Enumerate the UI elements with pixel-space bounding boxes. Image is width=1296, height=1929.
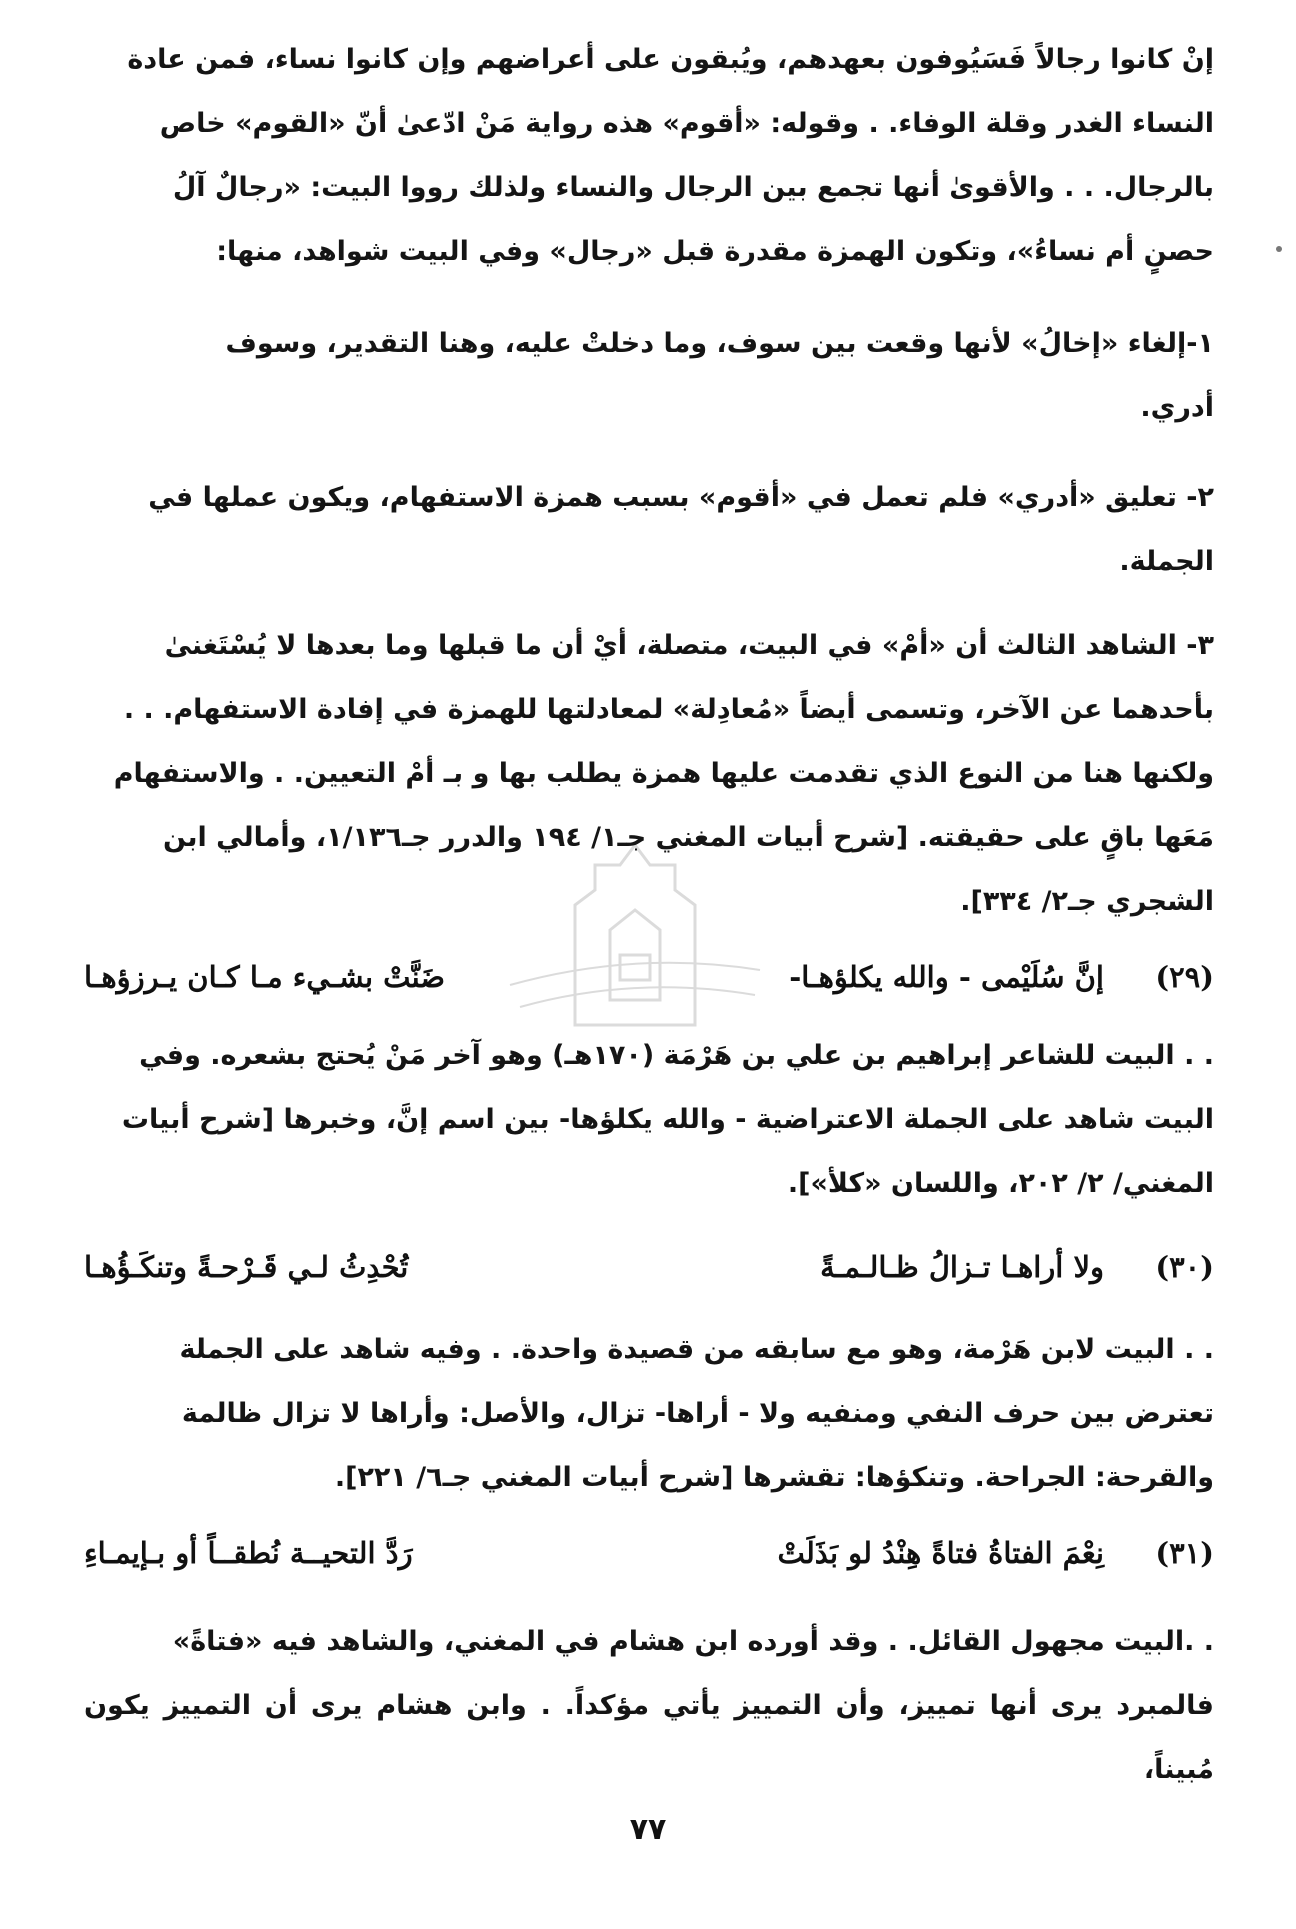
text-line: النساء الغدر وقلة الوفاء. . وقوله: «أقوم» هذه رواية مَنْ ادّعىٰ أنّ «القوم» خاص bbox=[159, 108, 1214, 139]
verse-second-hemistich: ضَنَّتْ بشـيء مـا كـان يـرزؤهـا bbox=[84, 960, 445, 994]
verse-29 bbox=[84, 950, 1214, 1014]
text-line: ١-إلغاء «إخالُ» لأنها وقعت بين سوف، وما دخلتْ عليه، وهنا التقدير، وسوف bbox=[225, 328, 1214, 359]
paragraph-verse-30-commentary bbox=[84, 1318, 1214, 1510]
verse-30 bbox=[84, 1240, 1214, 1304]
paragraph-verse-31-commentary bbox=[84, 1610, 1214, 1802]
paragraph-intro bbox=[84, 28, 1214, 284]
verse-second-hemistich: رَدَّ التحيــة نُطقــاً أو بـإيمـاءِ bbox=[84, 1536, 413, 1570]
text-line: والقرحة: الجراحة. وتنكؤها: تقشرها [شرح أبيات المغني جـ٦/ ٢٢١]. bbox=[334, 1462, 1214, 1493]
text-line: البيت شاهد على الجملة الاعتراضية - والله يكلؤها- بين اسم إنَّ، وخبرها [شرح أبيات bbox=[121, 1104, 1214, 1135]
verse-number: (٢٩) bbox=[1155, 960, 1214, 994]
text-line: الجملة. bbox=[1119, 546, 1214, 577]
paragraph-point-1 bbox=[84, 312, 1214, 440]
text-line: أدري. bbox=[1140, 392, 1214, 423]
margin-dot bbox=[1276, 246, 1282, 252]
verse-second-hemistich: تُحْدِثُ لـي قَـرْحـةً وتنكَـؤُهـا bbox=[84, 1250, 409, 1284]
text-line: حصنٍ أم نساءُ»، وتكون الهمزة مقدرة قبل «رجال» وفي البيت شواهد، منها: bbox=[216, 236, 1214, 267]
text-line: بالرجال. . . والأقوىٰ أنها تجمع بين الرجال والنساء ولذلك رووا البيت: «رجالٌ آلُ bbox=[172, 172, 1214, 203]
text-line: فالمبرد يرى أنها تمييز، وأن التمييز يأتي مؤكداً. . وابن هشام يرى أن التمييز يكون مُبيناً، bbox=[84, 1690, 1214, 1785]
text-line: الشجري جـ٢/ ٣٣٤]. bbox=[960, 886, 1214, 917]
paragraph-point-2 bbox=[84, 466, 1214, 594]
text-line: بأحدهما عن الآخر، وتسمى أيضاً «مُعادِلة» لمعادلتها للهمزة في إفادة الاستفهام. . . bbox=[123, 694, 1214, 725]
verse-number: (٣١) bbox=[1155, 1536, 1214, 1570]
verse-first-hemistich: نِعْمَ الفتاةُ فتاةً هِنْدُ لو بَذَلَتْ bbox=[777, 1536, 1104, 1570]
page-number: ٧٧ bbox=[629, 1812, 667, 1847]
text-line: ٣- الشاهد الثالث أن «أمْ» في البيت، متصلة، أيْ أن ما قبلها وما بعدها لا يُسْتَغنىٰ bbox=[164, 630, 1214, 661]
text-line: . .البيت مجهول القائل. . وقد أورده ابن هشام في المغني، والشاهد فيه «فتاةً» bbox=[172, 1626, 1214, 1657]
verse-number: (٣٠) bbox=[1155, 1250, 1214, 1284]
text-line: مَعَها باقٍ على حقيقته. [شرح أبيات المغني جـ١/ ١٩٤ والدرر جـ١/١٣٦، وأمالي ابن bbox=[163, 822, 1214, 853]
paragraph-verse-29-commentary bbox=[84, 1024, 1214, 1216]
text-line: ٢- تعليق «أدري» فلم تعمل في «أقوم» بسبب همزة الاستفهام، ويكون عملها في bbox=[148, 482, 1214, 513]
verse-31 bbox=[84, 1526, 1214, 1590]
paragraph-point-3 bbox=[84, 614, 1214, 934]
verse-first-hemistich: ولا أراهـا تـزالُ ظـالـمـةً bbox=[820, 1250, 1104, 1284]
text-line: المغني/ ٢/ ٢٠٢، واللسان «كلأ»]. bbox=[787, 1168, 1214, 1199]
text-line: إنْ كانوا رجالاً فَسَيُوفون بعهدهم، ويُبقون على أعراضهم وإن كانوا نساء، فمن عادة bbox=[127, 44, 1214, 75]
text-line: . . البيت للشاعر إبراهيم بن علي بن هَرْمَة (١٧٠هـ) وهو آخر مَنْ يُحتج بشعره. وفي bbox=[139, 1040, 1214, 1071]
text-line: تعترض بين حرف النفي ومنفيه ولا - أراها- تزال، والأصل: وأراها لا تزال ظالمة bbox=[181, 1398, 1214, 1429]
text-line: ولكنها هنا من النوع الذي تقدمت عليها همزة يطلب بها و بـ أمْ التعيين. . والاستفهام bbox=[113, 758, 1214, 789]
text-line: . . البيت لابن هَرْمة، وهو مع سابقه من قصيدة واحدة. . وفيه شاهد على الجملة bbox=[179, 1334, 1214, 1365]
verse-first-hemistich: إنَّ سُلَيْمى - والله يكلؤهـا- bbox=[789, 960, 1104, 994]
